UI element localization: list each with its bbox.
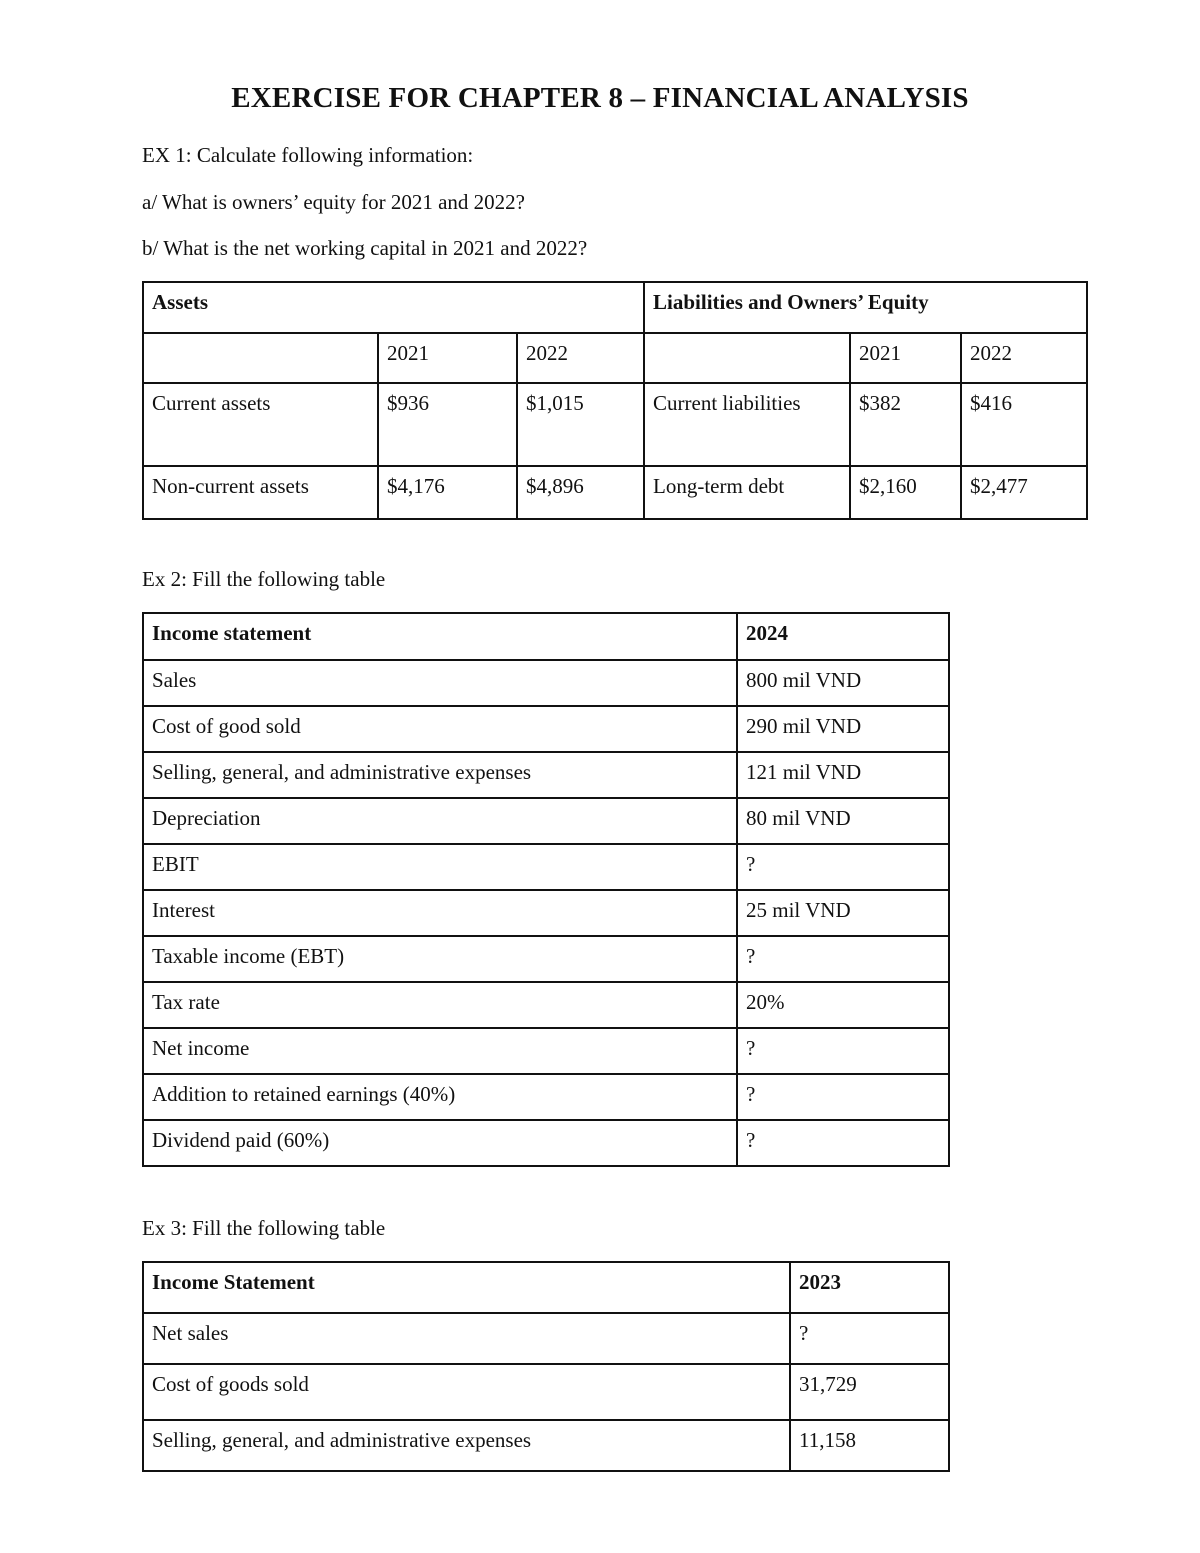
asset-value-2021: $936 (378, 383, 517, 466)
liability-value-2021: $2,160 (850, 466, 961, 519)
ex1-question-a: a/ What is owners’ equity for 2021 and 2022? (142, 190, 525, 214)
row-label: Net income (143, 1028, 737, 1074)
empty-cell (143, 333, 378, 383)
table-row (143, 706, 949, 752)
table-row (143, 982, 949, 1028)
row-label: Taxable income (EBT) (143, 936, 737, 982)
liabilities-header: Liabilities and Owners’ Equity (644, 282, 1087, 333)
row-value: 121 mil VND (737, 752, 949, 798)
table-row (143, 752, 949, 798)
liability-value-2022: $416 (961, 383, 1087, 466)
ex1-balance-table (142, 281, 1088, 520)
row-value: 25 mil VND (737, 890, 949, 936)
asset-year-2021: 2021 (378, 333, 517, 383)
row-value: ? (737, 1120, 949, 1166)
row-value: 31,729 (790, 1364, 949, 1420)
ex1-question-b: b/ What is the net working capital in 2021 and 2022? (142, 236, 588, 260)
table-header-row (143, 282, 1087, 333)
ex1-heading: EX 1: Calculate following information: (142, 143, 474, 167)
row-value: 80 mil VND (737, 798, 949, 844)
row-label: Interest (143, 890, 737, 936)
table-row (143, 936, 949, 982)
liability-label: Long-term debt (644, 466, 850, 519)
table-row (143, 1420, 949, 1471)
asset-year-2022: 2022 (517, 333, 644, 383)
asset-value-2022: $4,896 (517, 466, 644, 519)
liab-year-2022: 2022 (961, 333, 1087, 383)
asset-label: Non-current assets (143, 466, 378, 519)
empty-cell (644, 333, 850, 383)
liability-value-2021: $382 (850, 383, 961, 466)
liab-year-2021: 2021 (850, 333, 961, 383)
asset-label: Current assets (143, 383, 378, 466)
liability-value-2022: $2,477 (961, 466, 1087, 519)
asset-value-2021: $4,176 (378, 466, 517, 519)
row-label: Tax rate (143, 982, 737, 1028)
table-row (143, 1364, 949, 1420)
row-value: ? (737, 844, 949, 890)
table-row (143, 1120, 949, 1166)
year-header: 2024 (737, 613, 949, 660)
row-label: Dividend paid (60%) (143, 1120, 737, 1166)
row-value: ? (737, 936, 949, 982)
row-label: Selling, general, and administrative expenses (143, 752, 737, 798)
income-statement-header: Income statement (143, 613, 737, 660)
row-label: Depreciation (143, 798, 737, 844)
table-row (143, 890, 949, 936)
year-row (143, 333, 1087, 383)
table-header-row (143, 1262, 949, 1313)
table-row (143, 1074, 949, 1120)
table-row (143, 660, 949, 706)
income-statement-header: Income Statement (143, 1262, 790, 1313)
table-header-row (143, 613, 949, 660)
assets-header: Assets (143, 282, 644, 333)
row-label: Selling, general, and administrative expenses (143, 1420, 790, 1471)
row-value: 20% (737, 982, 949, 1028)
table-row (143, 1313, 949, 1364)
asset-value-2022: $1,015 (517, 383, 644, 466)
table-row (143, 1028, 949, 1074)
row-value: 290 mil VND (737, 706, 949, 752)
table-row (143, 466, 1087, 519)
row-label: EBIT (143, 844, 737, 890)
row-value: ? (737, 1028, 949, 1074)
row-value: 11,158 (790, 1420, 949, 1471)
row-label: Cost of goods sold (143, 1364, 790, 1420)
ex3-heading: Ex 3: Fill the following table (142, 1216, 386, 1240)
row-value: ? (790, 1313, 949, 1364)
page-title: EXERCISE FOR CHAPTER 8 – FINANCIAL ANALYSIS (231, 82, 969, 114)
row-value: 800 mil VND (737, 660, 949, 706)
ex2-heading: Ex 2: Fill the following table (142, 567, 386, 591)
ex3-income-table (142, 1261, 950, 1472)
year-header: 2023 (790, 1262, 949, 1313)
table-row (143, 798, 949, 844)
row-label: Net sales (143, 1313, 790, 1364)
liability-label: Current liabilities (644, 383, 850, 466)
row-label: Cost of good sold (143, 706, 737, 752)
row-label: Addition to retained earnings (40%) (143, 1074, 737, 1120)
row-label: Sales (143, 660, 737, 706)
table-row (143, 383, 1087, 466)
ex2-income-table (142, 612, 950, 1167)
row-value: ? (737, 1074, 949, 1120)
table-row (143, 844, 949, 890)
